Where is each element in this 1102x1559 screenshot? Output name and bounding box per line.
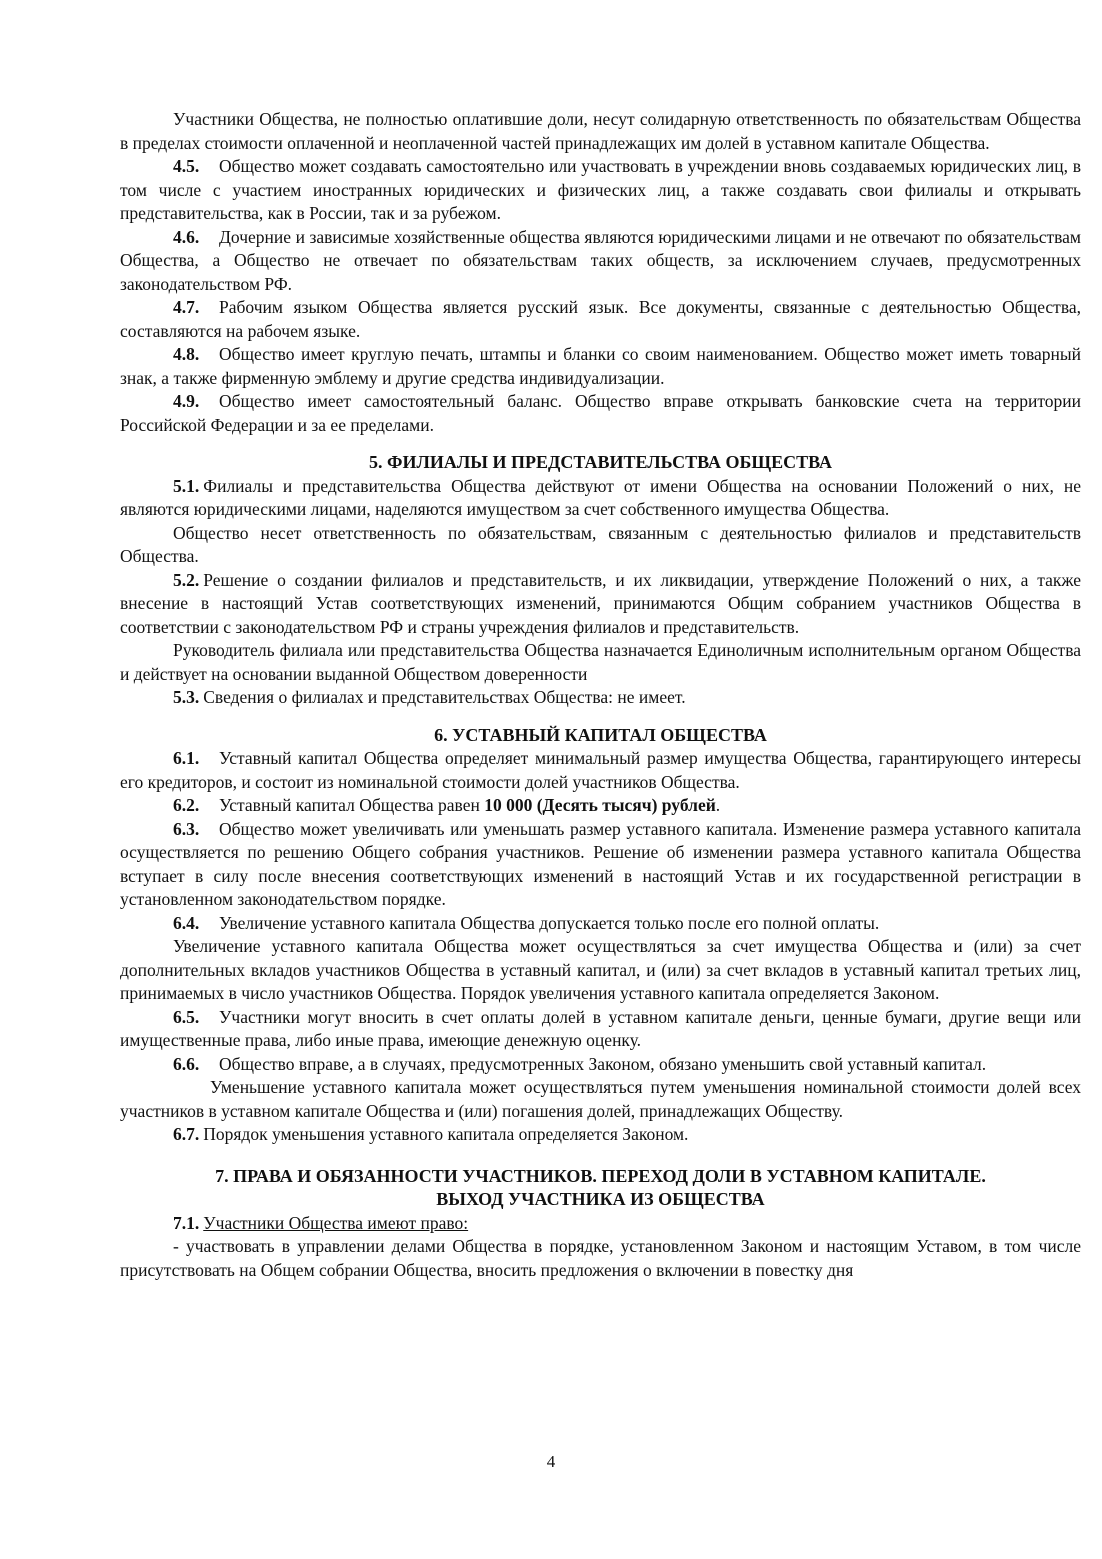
clause-4-9 <box>120 390 1081 437</box>
clause-6-5 <box>120 1006 1081 1053</box>
capital-amount: 10 000 (Десять тысяч) рублей <box>484 795 716 815</box>
clause-6-7 <box>120 1123 1081 1147</box>
clause-number: 6.3. <box>173 818 200 839</box>
clause-5-3 <box>120 686 1081 710</box>
paragraph-6-4-continued: Увеличение уставного капитала Общества может осуществляться за счет имущества Общества и (или) за счет дополнительных вкладов участников Общества в уставный капитал, и (или) за счет вкладов в уставный капитал третьих лиц, принимаемых в число участников Общества. Порядок увеличения уставного капитала определяется Законом. <box>120 936 1081 1003</box>
paragraph-intro: Участники Общества, не полностью оплатившие доли, несут солидарную ответственность по обязательствам Общества в пределах стоимости оплаченной и неоплаченной частей принадлежащих им долей в уставном капитале Общества. <box>120 109 1081 153</box>
section-heading-7-line-2: ВЫХОД УЧАСТНИКА ИЗ ОБЩЕСТВА <box>436 1189 765 1209</box>
clause-text: Участники могут вносить в счет оплаты долей в уставном капитале деньги, ценные бумаги, другие вещи или имущественные права, либо иные права, имеющие денежную оценку. <box>120 1006 1081 1050</box>
clause-text: Общество имеет круглую печать, штампы и бланки со своим наименованием. Общество может иметь товарный знак, а также фирменную эмблему и другие средства индивидуализации. <box>120 344 1081 388</box>
clause-text: Уставный капитал Общества определяет минимальный размер имущества Общества, гарантирующего интересы его кредиторов, и состоит из номинальной стоимости долей участников Общества. <box>120 748 1081 792</box>
clause-number: 6.6. <box>173 1053 200 1074</box>
clause-4-7 <box>120 296 1081 343</box>
clause-text: Решение о создании филиалов и представительств, и их ликвидации, утверждение Положений о них, а также внесение в настоящий Устав соответствующих изменений, принимаются Общим собранием участников Общества в соответствии с законодательством РФ и страны учреждения филиалов и представительств. <box>120 569 1081 637</box>
clause-text: Порядок уменьшения уставного капитала определяется Законом. <box>203 1124 689 1144</box>
clause-4-5 <box>120 155 1081 226</box>
clause-text: Сведения о филиалах и представительствах Общества: не имеет. <box>203 687 686 707</box>
clause-4-6 <box>120 226 1081 297</box>
clause-text: Филиалы и представительства Общества действуют от имени Общества на основании Положений о них, не являются юридическими лицами, наделяются имуществом за счет собственного имущества Общества. <box>120 475 1081 519</box>
clause-number: 6.5. <box>173 1006 200 1027</box>
clause-number: 6.1. <box>173 748 200 768</box>
clause-6-4 <box>120 912 1081 936</box>
clause-5-2 <box>120 569 1081 640</box>
clause-text: Общество может создавать самостоятельно или участвовать в учреждении вновь создаваемых юридических лиц, в том числе с участием иностранных юридических и физических лиц, а также создавать свои филиалы и открывать представительства, как в России, так и за рубежом. <box>120 156 1081 223</box>
clause-text: Общество вправе, а в случаях, предусмотренных Законом, обязано уменьшить свой уставный капитал. <box>219 1053 987 1074</box>
section-heading-5: 5. ФИЛИАЛЫ И ПРЕДСТАВИТЕЛЬСТВА ОБЩЕСТВА <box>368 452 833 472</box>
clause-number: 6.4. <box>173 912 200 933</box>
page-number: 4 <box>546 1452 556 1471</box>
paragraph-5-2-continued: Руководитель филиала или представительства Общества назначается Единоличным исполнительным органом Общества и действует на основании выданной Обществом доверенности <box>120 640 1081 684</box>
clause-text: Уставный капитал Общества равен <box>219 795 485 815</box>
clause-5-1 <box>120 475 1081 522</box>
clause-text: Увеличение уставного капитала Общества допускается только после его полной оплаты. <box>219 912 880 933</box>
clause-number: 4.5. <box>173 156 200 176</box>
clause-text: Общество может увеличивать или уменьшать размер уставного капитала. Изменение размера уставного капитала осуществляется по решению Общего собрания участников. Решение об изменении размера уставного капитала Общества вступает в силу после внесения соответствующих изменений в настоящий Устав и их государственной регистрации в установленном законодательством порядке. <box>120 818 1081 909</box>
clause-4-8 <box>120 343 1081 390</box>
clause-text: Рабочим языком Общества является русский язык. Все документы, связанные с деятельностью Общества, составляются на рабочем языке. <box>120 297 1081 341</box>
clause-number: 7.1. <box>173 1212 200 1233</box>
clause-text: Общество имеет самостоятельный баланс. Общество вправе открывать банковские счета на территории Российской Федерации и за ее пределами. <box>120 391 1081 435</box>
section-heading-7-line-1: 7. ПРАВА И ОБЯЗАННОСТИ УЧАСТНИКОВ. ПЕРЕХОД ДОЛИ В УСТАВНОМ КАПИТАЛЕ. <box>215 1165 986 1186</box>
paragraph-5-1-continued: Общество несет ответственность по обязательствам, связанным с деятельностью филиалов и представительств Общества. <box>120 522 1081 566</box>
clause-number: 5.3. <box>173 687 200 707</box>
clause-text-end: . <box>715 795 721 815</box>
clause-6-1 <box>120 747 1081 794</box>
paragraph-7-1-list-item: - участвовать в управлении делами Общества в порядке, установленном Законом и настоящим Уставом, в том числе присутствовать на Общем собрании Общества, вносить предложения о включении в повестку дня <box>120 1236 1081 1280</box>
section-heading-6: 6. УСТАВНЫЙ КАПИТАЛ ОБЩЕСТВА <box>434 724 767 745</box>
clause-number: 5.1. <box>173 475 200 496</box>
clause-text: Дочерние и зависимые хозяйственные общества являются юридическими лицами и не отвечают по обязательствам Общества, а Общество не отвечает по обязательствам таких обществ, за исключением случаев, предусмотренных законодательством РФ. <box>120 226 1081 294</box>
clause-number: 6.7. <box>173 1124 200 1144</box>
clause-7-1 <box>120 1212 1081 1236</box>
clause-number: 6.2. <box>173 795 200 815</box>
clause-number: 4.9. <box>173 391 200 411</box>
clause-6-2 <box>120 794 1081 818</box>
clause-number: 5.2. <box>173 569 200 590</box>
clause-number: 4.6. <box>173 226 200 247</box>
paragraph-6-6-continued: Уменьшение уставного капитала может осуществляться путем уменьшения номинальной стоимости долей всех участников в уставном капитале Общества и (или) погашения долей, принадлежащих Обществу. <box>120 1077 1081 1121</box>
document-page <box>120 108 1081 1282</box>
clause-number: 4.7. <box>173 297 200 317</box>
clause-6-6 <box>120 1053 1081 1077</box>
clause-text: Участники Общества имеют право: <box>203 1212 469 1233</box>
clause-6-3 <box>120 818 1081 912</box>
clause-number: 4.8. <box>173 344 200 364</box>
